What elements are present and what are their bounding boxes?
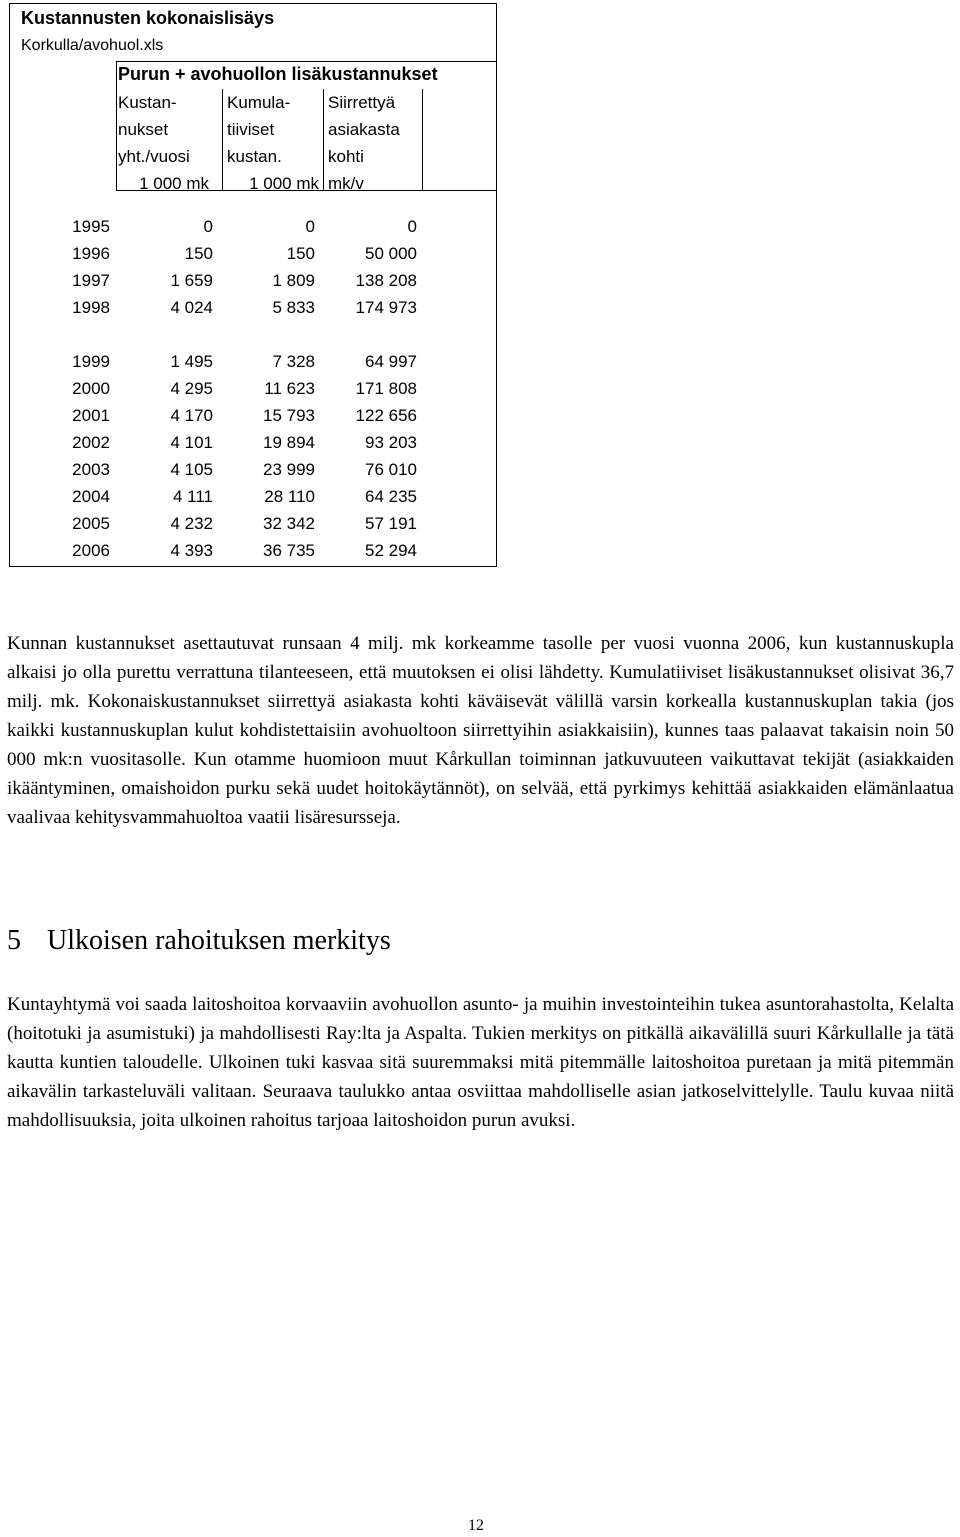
value-cell: 23 999 <box>263 460 315 479</box>
value-cell: 4 101 <box>170 433 213 452</box>
table-row <box>10 541 496 568</box>
table-row <box>10 514 496 541</box>
header-line: Siirrettyä <box>328 93 396 112</box>
value-cell: 64 235 <box>365 487 417 506</box>
value-cell: 11 623 <box>264 379 315 398</box>
header-line: Kustan- <box>118 93 177 112</box>
header-line: nukset <box>118 120 169 139</box>
value-cell: 0 <box>305 217 315 236</box>
year-cell: 2005 <box>72 514 110 533</box>
year-cell: 2004 <box>72 487 110 506</box>
value-cell: 0 <box>203 217 213 236</box>
table-row <box>10 460 496 487</box>
table-row <box>10 244 496 271</box>
table-row <box>10 271 496 298</box>
value-cell: 1 659 <box>170 271 213 290</box>
year-cell: 1997 <box>72 271 110 290</box>
header-unit: 1 000 mk <box>249 174 319 193</box>
value-cell: 28 110 <box>264 487 315 506</box>
year-cell: 2006 <box>72 541 110 560</box>
year-cell: 1999 <box>72 352 110 371</box>
value-cell: 4 232 <box>170 514 213 533</box>
year-cell: 1996 <box>72 244 110 263</box>
header-line: kustan. <box>227 147 282 166</box>
value-cell: 122 656 <box>355 406 417 425</box>
value-cell: 1 809 <box>272 271 315 290</box>
value-cell: 4 024 <box>170 298 213 317</box>
page-number: 12 <box>468 1517 484 1534</box>
table-row <box>10 352 496 379</box>
value-cell: 150 <box>286 244 315 263</box>
value-cell: 7 328 <box>272 352 315 371</box>
value-cell: 36 735 <box>263 541 315 560</box>
value-cell: 5 833 <box>272 298 315 317</box>
header-line: tiiviset <box>227 120 275 139</box>
value-cell: 4 170 <box>170 406 213 425</box>
year-cell: 2000 <box>72 379 110 398</box>
value-cell: 50 000 <box>365 244 417 263</box>
column-header-cumulative <box>222 89 320 191</box>
header-line: Kumula- <box>227 93 291 112</box>
value-cell: 4 105 <box>170 460 213 479</box>
table-row <box>10 379 496 406</box>
header-line: asiakasta <box>328 120 400 139</box>
year-cell: 1998 <box>72 298 110 317</box>
table-row <box>10 433 496 460</box>
value-cell: 1 495 <box>170 352 213 371</box>
table-title: Kustannusten kokonaislisäys <box>21 8 275 28</box>
year-cell: 2002 <box>72 433 110 452</box>
value-cell: 76 010 <box>365 460 417 479</box>
year-cell: 1995 <box>72 217 110 236</box>
value-cell: 52 294 <box>365 541 417 560</box>
column-header-costs <box>118 89 216 197</box>
column-group-title: Purun + avohuollon lisäkustannukset <box>118 64 438 84</box>
value-cell: 138 208 <box>355 271 417 290</box>
table-row <box>10 487 496 514</box>
value-cell: 4 295 <box>170 379 213 398</box>
value-cell: 93 203 <box>365 433 417 452</box>
value-cell: 15 793 <box>263 406 315 425</box>
value-cell: 57 191 <box>365 514 417 533</box>
body-paragraph-2: Kuntayhtymä voi saada laitoshoitoa korvaaviin avohuollon asunto- ja muihin investointeihin tukea asuntorahastolta, Kelalta (hoitotuki ja asumistuki) ja mahdollisesti Ray:lta ja Aspalta. Tukien merkitys on pitkällä aikavälillä suuri Kårkullalle ja tätä kautta kuntien taloudelle. Ulkoinen tuki kasvaa sitä suuremmaksi mitä pitemmälle laitoshoitoa puretaan ja mitä pitemmän aikavälin tarkasteluväli valitaan. Seuraava taulukko antaa osviittaa mahdolliselle asian jatkoselvittelylle. Taulu kuvaa niitä mahdollisuuksia, joita ulkoinen rahoitus tarjoaa laitoshoidon purun avuksi. <box>7 994 954 1131</box>
value-cell: 4 393 <box>170 541 213 560</box>
year-cell: 2003 <box>72 460 110 479</box>
year-cell: 2001 <box>72 406 110 425</box>
value-cell: 64 997 <box>365 352 417 371</box>
value-cell: 171 808 <box>355 379 417 398</box>
header-unit: 1 000 mk <box>139 174 209 193</box>
table-file-name: Korkulla/avohuol.xls <box>21 37 164 54</box>
table-row <box>10 406 496 433</box>
value-cell: 150 <box>184 244 213 263</box>
value-cell: 32 342 <box>263 514 315 533</box>
spreadsheet-table <box>9 3 497 567</box>
table-row <box>10 217 496 244</box>
header-unit: mk/v <box>328 174 364 193</box>
value-cell: 19 894 <box>263 433 315 452</box>
header-line: kohti <box>328 147 364 166</box>
section-heading <box>7 925 391 957</box>
body-paragraph-1: Kunnan kustannukset asettautuvat runsaan 4 milj. mk korkeamme tasolle per vuosi vuonna 2006, kun kustannuskupla alkaisi jo olla purettu verrattuna tilanteeseen, että muutoksen ei olisi lähdetty. Kumulatiiviset lisäkustannukset olisivat 36,7 milj. mk. Kokonaiskustannukset siirrettyä asiakasta kohti käväisevät välillä varsin korkealla kustannuskuplan takia (jos kaikki kustannuskuplan kulut kohdistettaisiin avohuoltoon siirrettyihin asiakkaisiin), kunnes taas palaavat takaisin noin 50 000 mk:n vuositasolle. Kun otamme huomioon muut Kårkullan toiminnan jatkuvuuteen vaikuttavat tekijät (asiakkaiden ikääntyminen, omaishoidon purku sekä uudet hoitokäytännöt), on selvää, että pyrkimys kehittää asiakkaiden elämänlaatua vaalivaa kehitysvammahuoltoa vaatii lisäresursseja. <box>7 633 954 828</box>
value-cell: 4 111 <box>172 487 213 506</box>
table-row <box>10 298 496 325</box>
section-title: Ulkoisen rahoituksen merkitys <box>47 925 391 956</box>
column-header-per-client <box>323 89 423 191</box>
header-line: yht./vuosi <box>118 147 190 166</box>
section-number: 5 <box>7 925 21 956</box>
value-cell: 0 <box>407 217 417 236</box>
value-cell: 174 973 <box>355 298 417 317</box>
